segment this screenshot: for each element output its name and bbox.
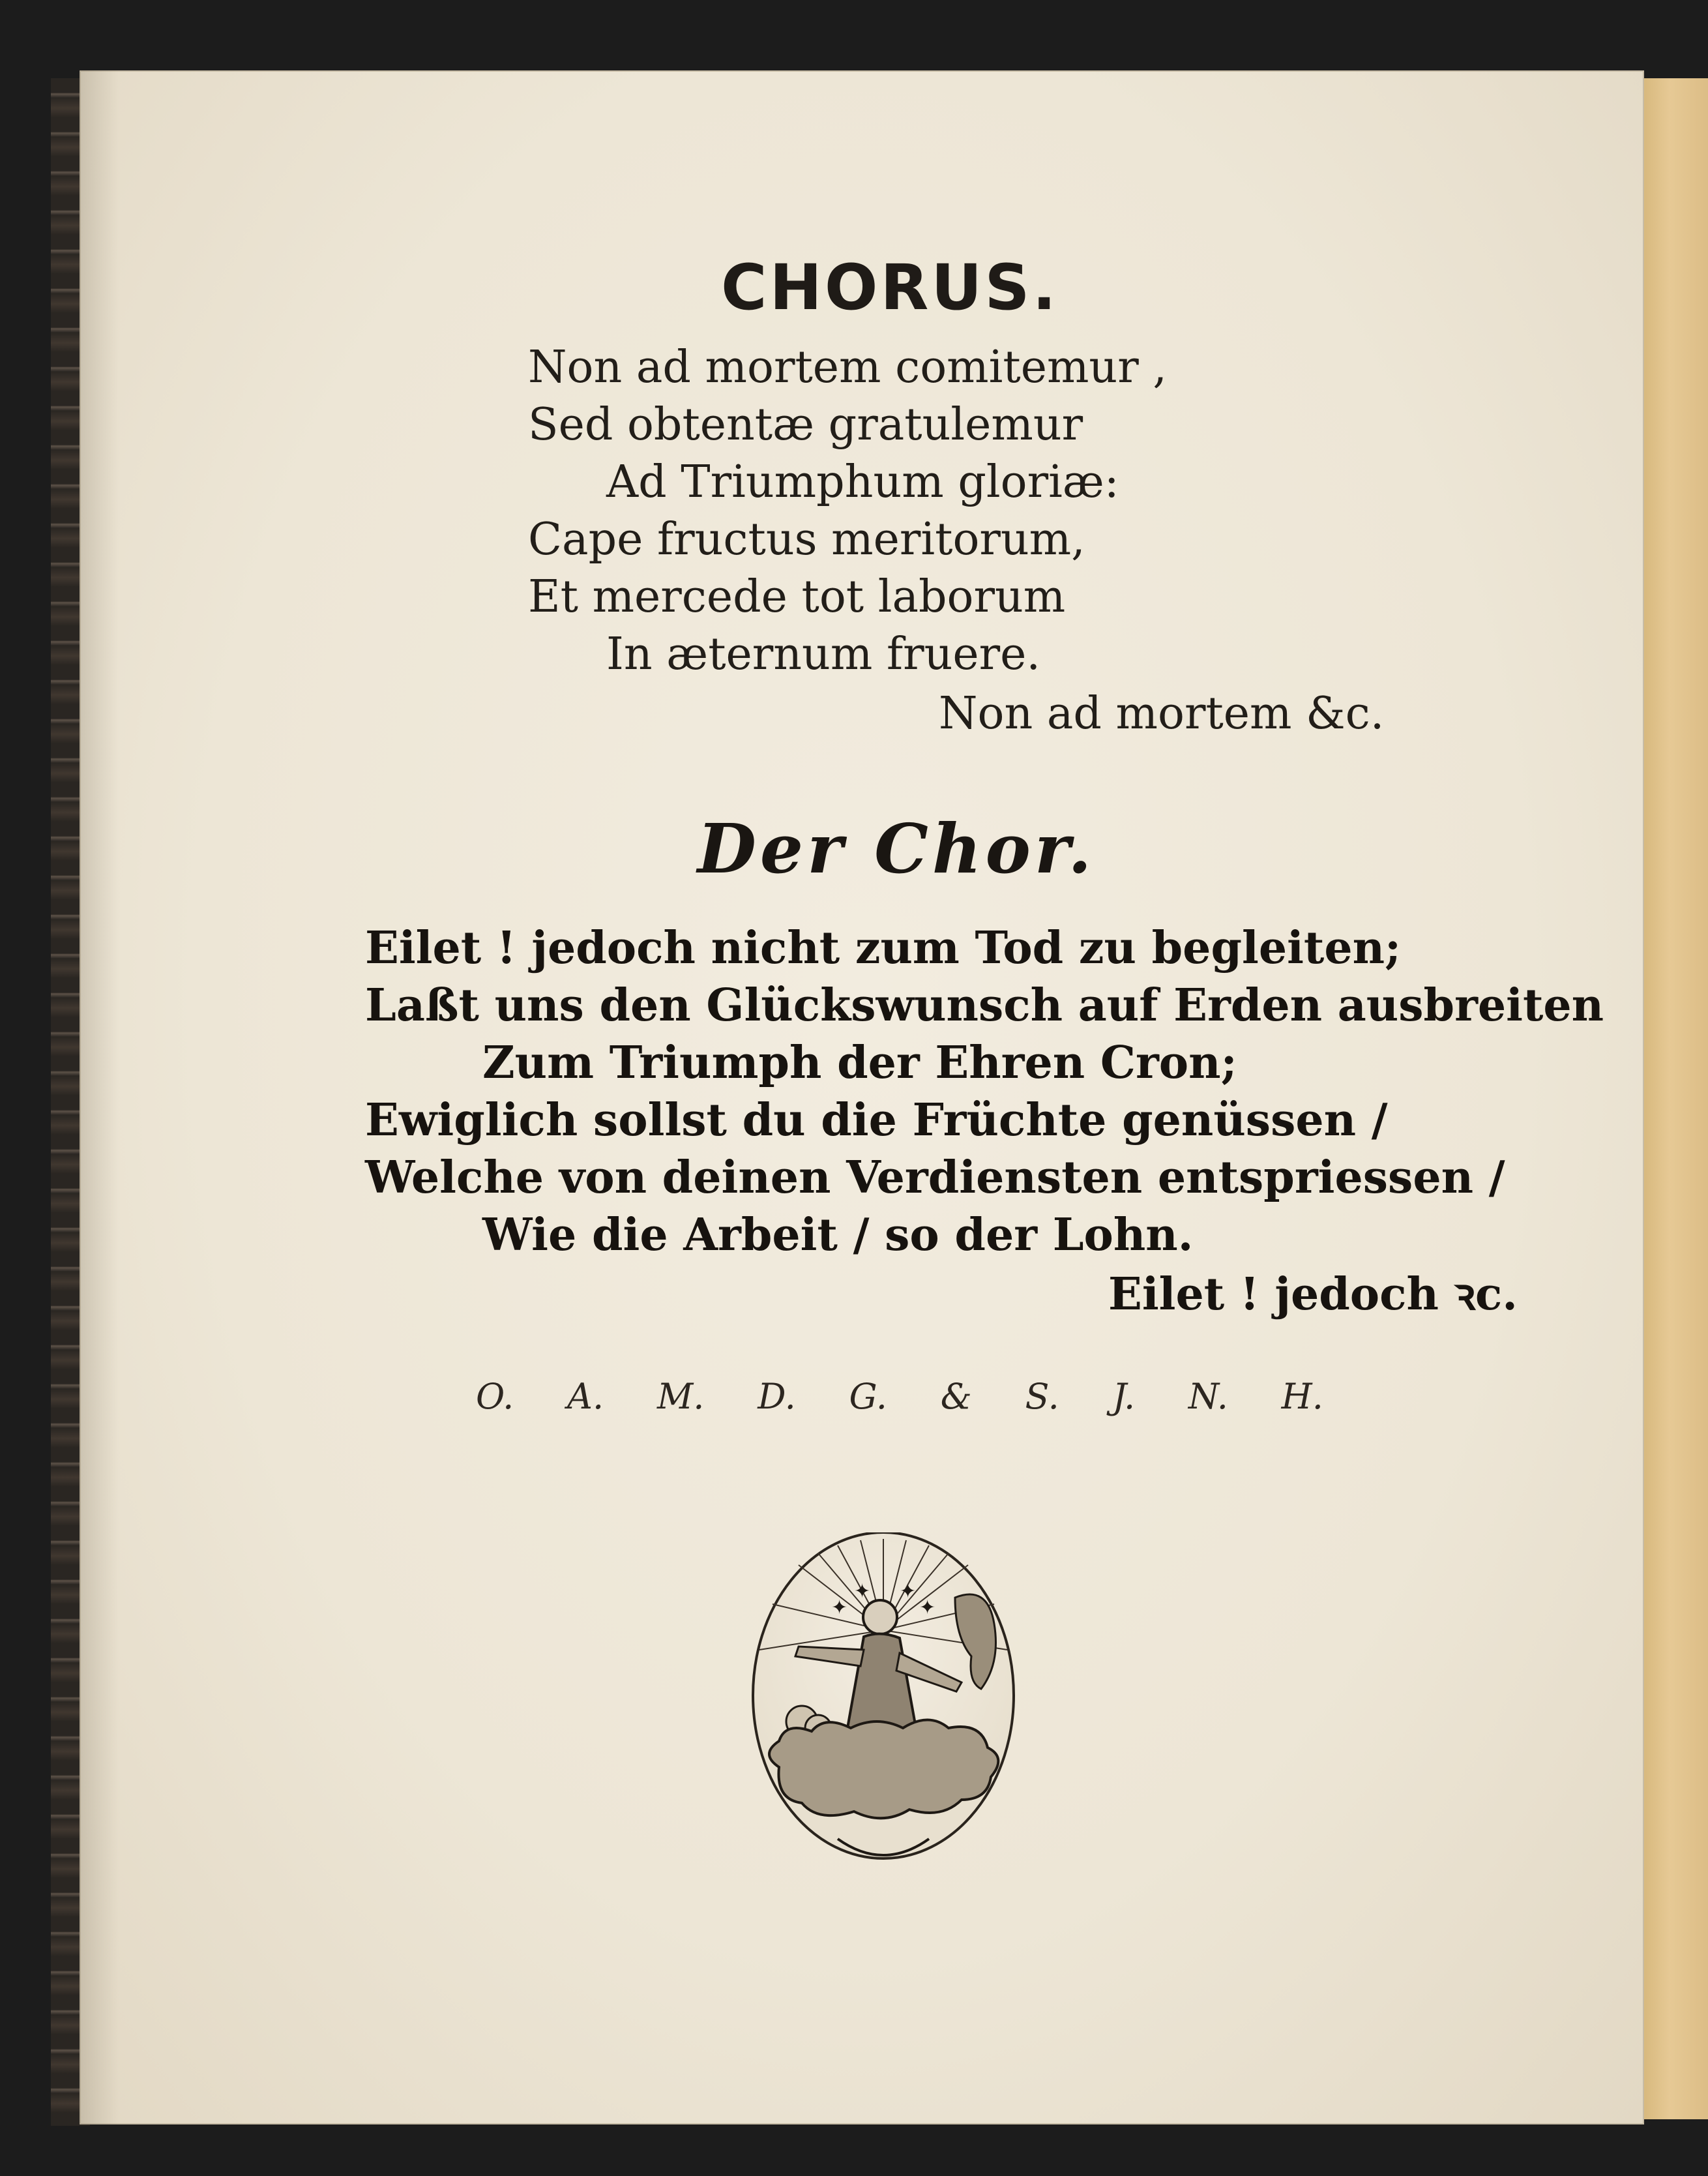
svg-text:✦: ✦ [854,1580,871,1603]
initial: N. [1188,1376,1228,1417]
latin-line: Cape fructus meritorum, [528,514,1085,565]
page-edge [1644,78,1708,2119]
initial: & [940,1376,972,1417]
latin-line: Sed obtentæ gratulemur [528,399,1083,451]
gutter-shadow [80,70,119,2124]
latin-line: In æternum fruere. [606,629,1041,680]
initial: G. [849,1376,887,1417]
svg-text:✦: ✦ [919,1596,936,1619]
german-line: Wie die Arbeit / so der Lohn. [482,1209,1194,1261]
german-line: Welche von deinen Verdiensten entspriessen / [365,1152,1505,1204]
latin-line: Ad Triumphum gloriæ: [606,456,1119,508]
german-line: Laßt uns den Glückswunsch auf Erden ausbreiten [365,979,1604,1032]
initial: D. [758,1376,796,1417]
initial: M. [656,1376,705,1417]
latin-refrain: Non ad mortem &c. [939,688,1385,739]
german-verse [365,919,1604,1264]
assumption-vignette-icon [740,1532,1027,1878]
initial: S. [1025,1376,1059,1417]
svg-text:✦: ✦ [831,1596,848,1619]
german-line: Eilet ! jedoch nicht zum Tod zu begleiten; [365,922,1402,974]
german-chorus-heading: Der Chor. [697,809,1096,889]
latin-line: Non ad mortem comitemur , [528,342,1167,393]
initial: A. [567,1376,604,1417]
initial: O. [476,1376,514,1417]
latin-line: Et mercede tot laborum [528,571,1066,623]
latin-verse [528,339,1506,683]
german-line: Ewiglich sollst du die Früchte genüssen / [365,1094,1388,1146]
latin-chorus-heading: CHORUS. [721,251,1059,324]
german-refrain: Eilet ! jedoch ꝛc. [1108,1268,1518,1320]
initial: J. [1112,1376,1136,1417]
dedication-initials [476,1376,1323,1417]
svg-text:✦: ✦ [900,1580,917,1603]
german-line: Zum Triumph der Ehren Cron; [482,1037,1237,1089]
initial: H. [1281,1376,1323,1417]
